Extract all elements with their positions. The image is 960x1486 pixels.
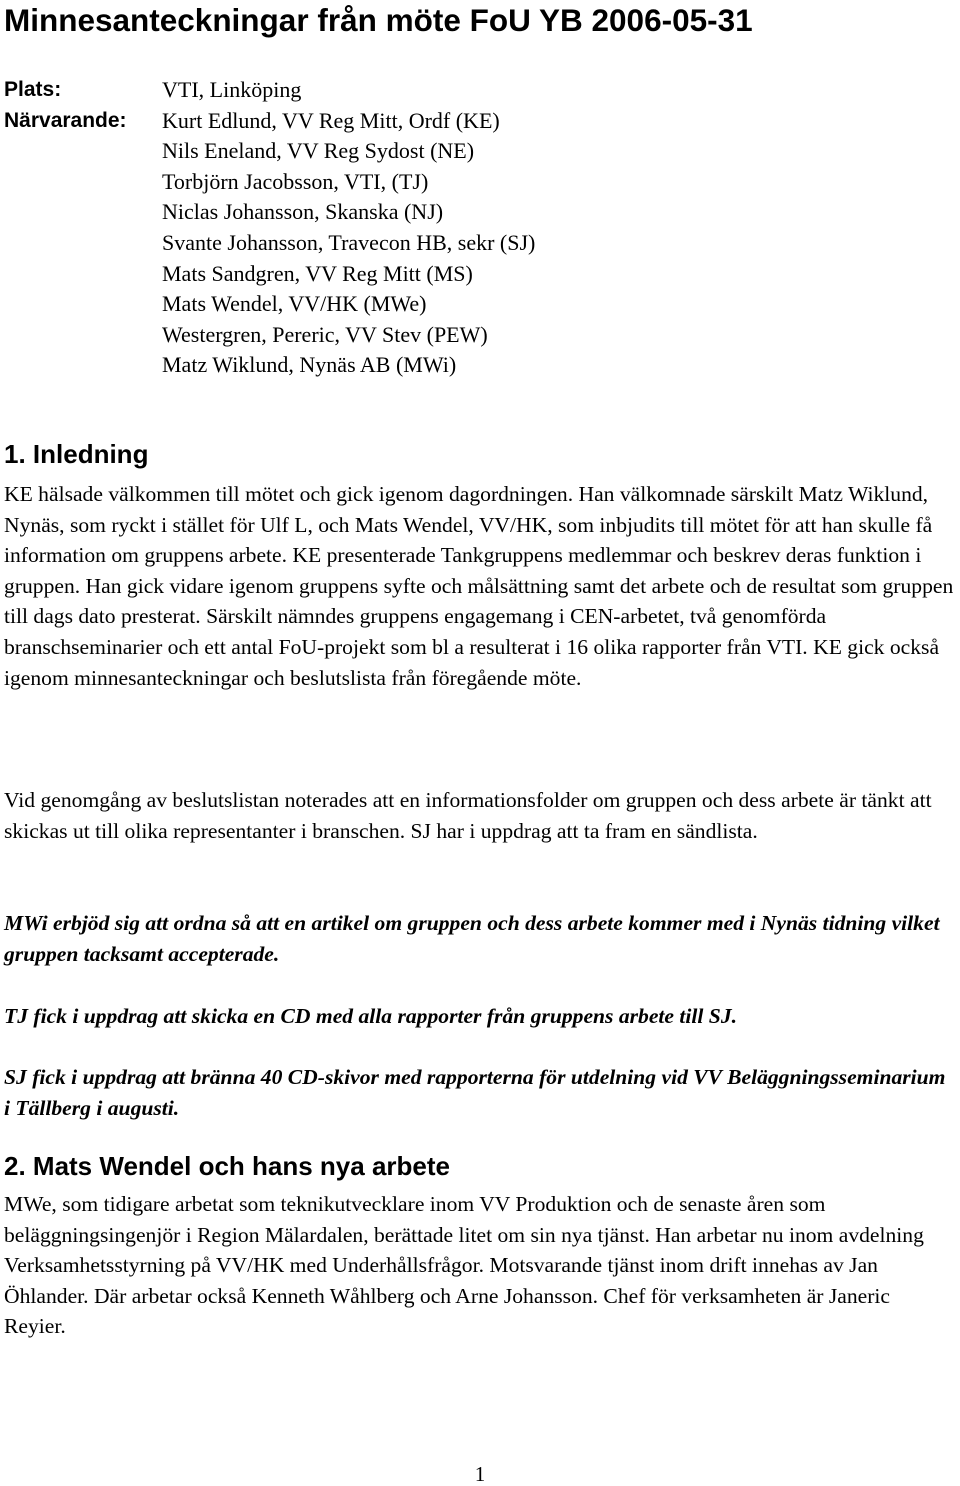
section-1-heading: 1. Inledning <box>4 439 149 469</box>
section-1-paragraph: KE hälsade välkommen till mötet och gick igenom dagordningen. Han välkomnade särskilt Matz Wiklund, Nynäs, som ryckt i stället för Ulf L, och Mats Wendel, VV/HK, som inbjudits till mötet för att han skulle få information om gruppens arbete. KE presenterade Tankgruppens medlemmar och beskrev deras funktion i gruppen. Han gick vidare igenom gruppens syfte och målsättning samt det arbete och de resultat som gruppen till dags dato presterat. Särskilt nämndes gruppens engagemang i CEN-arbetet, två genomförda branschseminarier och ett antal FoU-projekt som bl a resulterat i 16 olika rapporter från VTI. KE gick också igenom minnesanteckningar och beslutslista från föregående möte. <box>4 482 954 690</box>
attendee-item: Nils Eneland, VV Reg Sydost (NE) <box>162 138 475 164</box>
attendees-row <box>4 106 535 381</box>
place-row <box>4 75 535 106</box>
decision-item: MWi erbjöd sig att ordna så att en artikel om gruppen och dess arbete kommer med i Nynäs tidning vilket gruppen tacksamt accepterade. <box>4 911 940 966</box>
section-2-heading: 2. Mats Wendel och hans nya arbete <box>4 1151 450 1181</box>
place-label: Plats: <box>4 78 62 101</box>
attendee-item: Matz Wiklund, Nynäs AB (MWi) <box>162 352 457 378</box>
attendee-item: Svante Johansson, Travecon HB, sekr (SJ) <box>162 229 536 255</box>
decision-item: TJ fick i uppdrag att skicka en CD med alla rapporter från gruppens arbete till SJ. <box>4 1004 738 1028</box>
decision-item: SJ fick i uppdrag att bränna 40 CD-skivor med rapporterna för utdelning vid VV Beläggningsseminarium i Tällberg i augusti. <box>4 1065 946 1120</box>
attendee-item: Westergren, Pereric, VV Stev (PEW) <box>162 321 488 347</box>
attendee-item: Torbjörn Jacobsson, VTI, (TJ) <box>162 168 429 194</box>
place-value: VTI, Linköping <box>162 77 302 102</box>
meeting-info <box>4 75 535 381</box>
attendees-label: Närvarande: <box>4 108 127 132</box>
attendee-item: Mats Sandgren, VV Reg Mitt (MS) <box>162 260 473 286</box>
page-number: 1 <box>474 1462 486 1486</box>
attendee-item: Mats Wendel, VV/HK (MWe) <box>162 291 427 317</box>
attendee-list <box>162 106 535 381</box>
document-title: Minnesanteckningar från möte FoU YB 2006-05-31 <box>4 2 753 38</box>
attendee-item: Niclas Johansson, Skanska (NJ) <box>162 199 444 225</box>
attendee-item: Kurt Edlund, VV Reg Mitt, Ordf (KE) <box>162 107 500 133</box>
section-2-paragraph: MWe, som tidigare arbetat som teknikutvecklare inom VV Produktion och de senaste åren som beläggningsingenjör i Region Mälardalen, berättade litet om sin nya tjänst. Han arbetar nu inom avdelning Verksamhetsstyrning på VV/HK med Underhållsfrågor. Motsvarande tjänst inom drift innehas av Jan Öhlander. Där arbetar också Kenneth Wåhlberg och Arne Johansson. Chef för verksamheten är Janeric Reyier. <box>4 1192 924 1339</box>
section-1-paragraph-2: Vid genomgång av beslutslistan noterades att en informationsfolder om gruppen och dess arbete är tänkt att skickas ut till olika representanter i branschen. SJ har i uppdrag att ta fram en sändlista. <box>4 788 932 843</box>
